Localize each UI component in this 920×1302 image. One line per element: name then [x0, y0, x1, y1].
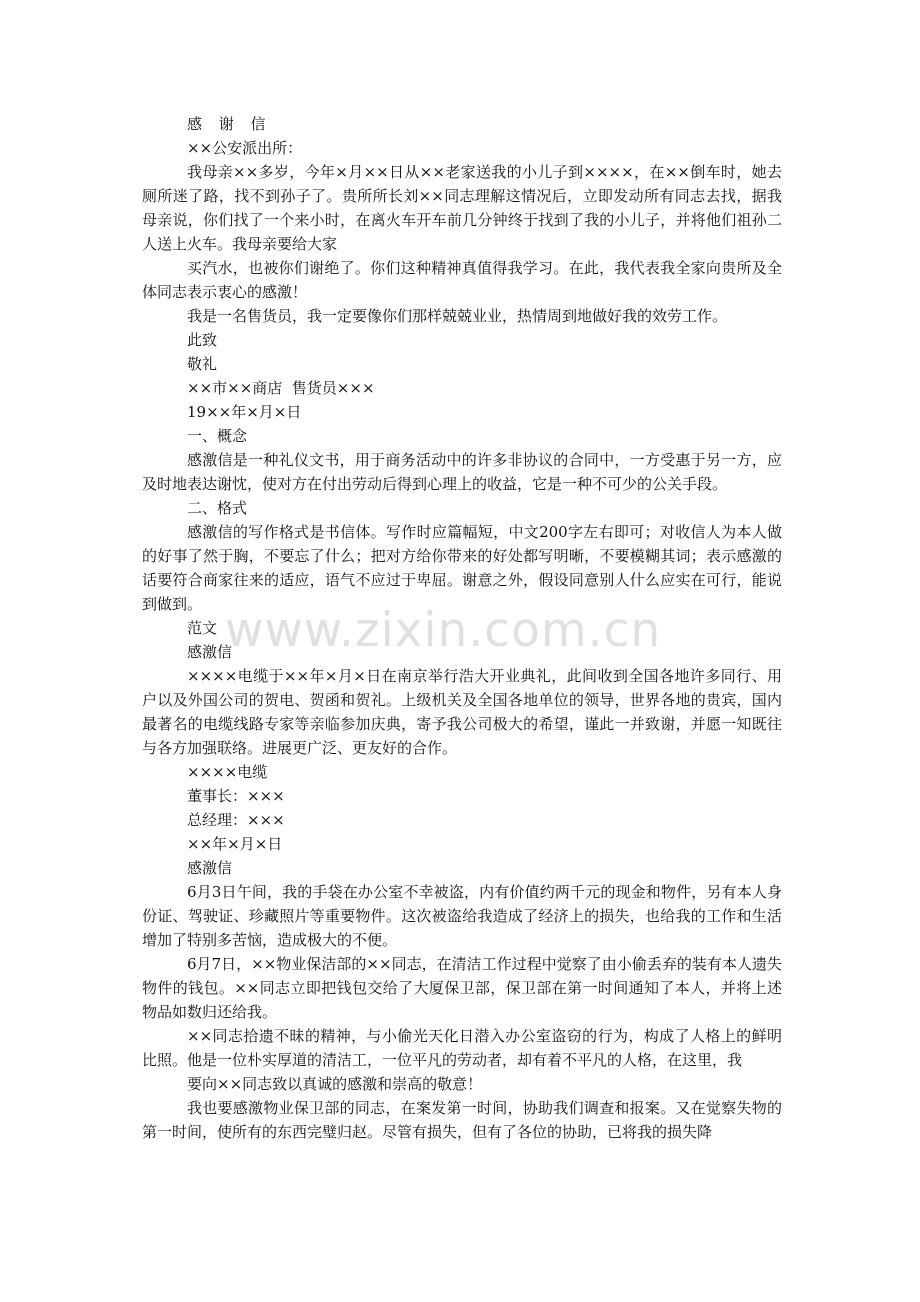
letter1-closing-1: 此致: [187, 331, 218, 349]
section2-heading: 二、格式: [187, 499, 248, 517]
document-page: [142, 112, 782, 1144]
letter1-closing-2: 敬礼: [187, 355, 218, 373]
letter1-paragraph-3: 我是一名售货员，我一定要像你们那样兢兢业业，热情周到地做好我的效劳工作。: [187, 307, 728, 325]
watermark: www.zixin.com.cn: [225, 603, 662, 658]
letter2-title: 感激信: [187, 643, 233, 661]
section2-paragraph: 感激信的写作格式是书信体。写作时应篇幅短，中文200字左右即可；对收信人为本人做的好事了然于胸，不要忘了什么；把对方给你带来的好处都写明晰，不要模糊其词；表示感激的话要符合商家往来的适应，语气不应过于卑屈。谢意之外，假设同意别人什么应实在可行，能说到做到。: [142, 523, 782, 613]
letter3-paragraph-2: 6月7日，××物业保洁部的××同志，在清洁工作过程中觉察了由小偷丢弃的装有本人遗失物件的钱包。××同志立即把钱包交给了大厦保卫部，保卫部在第一时间通知了本人，并将上述物品如数归还给我。: [142, 955, 782, 1021]
letter1-paragraph-2: 买汽水，也被你们谢绝了。你们这种精神真值得我学习。在此，我代表我全家向贵所及全体同志表示衷心的感激！: [142, 259, 782, 301]
letter3-title: 感激信: [187, 859, 233, 877]
sample-label: 范文: [187, 619, 218, 637]
letter1-paragraph-1: 我母亲××多岁，今年×月××日从××老家送我的小儿子到××××，在××倒车时，她去厕所迷了路，找不到孙子了。贵所所长刘××同志理解这情况后，立即发动所有同志去找，据我母亲说，你们找了一个来小时，在离火车开车前几分钟终于找到了我的小儿子，并将他们祖孙二人送上火车。我母亲要给大家: [142, 163, 782, 253]
section1-heading: 一、概念: [187, 427, 248, 445]
letter3-paragraph-4: 要向××同志致以真诚的感激和崇高的敬意！: [187, 1075, 483, 1093]
letter1-title: 感 谢 信: [187, 115, 272, 133]
letter3-paragraph-5: 我也要感激物业保卫部的同志，在案发第一时间，协助我们调查和报案。又在觉察失物的第一时间，使所有的东西完璧归赵。尽管有损失，但有了各位的协助，已将我的损失降: [142, 1099, 782, 1141]
section1-paragraph: 感激信是一种礼仪文书，用于商务活动中的许多非协议的合同中，一方受惠于另一方，应及时地表达谢忱，使对方在付出劳动后得到心理上的收益，它是一种不可少的公关手段。: [142, 451, 782, 493]
letter1-signature: ××市××商店 售货员×××: [187, 379, 375, 397]
letter2-date: ××年×月×日: [187, 835, 283, 853]
letter2-chairman: 董事长：×××: [187, 787, 285, 805]
letter1-salutation: ××公安派出所：: [187, 139, 303, 157]
letter2-manager: 总经理：×××: [187, 811, 285, 829]
letter2-company: ××××电缆: [187, 763, 268, 781]
letter1-date: 19××年×月×日: [187, 403, 302, 421]
letter3-paragraph-1: 6月3日午间，我的手袋在办公室不幸被盗，内有价值约两千元的现金和物件，另有本人身份证、驾驶证、珍藏照片等重要物件。这次被盗给我造成了经济上的损失，也给我的工作和生活增加了特别多苦恼，造成极大的不便。: [142, 883, 782, 949]
letter2-paragraph: ××××电缆于××年×月×日在南京举行浩大开业典礼，此间收到全国各地许多同行、用户以及外国公司的贺电、贺函和贺礼。上级机关及全国各地单位的领导，世界各地的贵宾，国内最著名的电缆线路专家等亲临参加庆典，寄予我公司极大的希望，谨此一并致谢，并愿一知既往与各方加强联络。进展更广泛、更友好的合作。: [142, 667, 782, 757]
letter3-paragraph-3: ××同志拾遗不昧的精神，与小偷光天化日潜入办公室盗窃的行为，构成了人格上的鲜明比照。他是一位朴实厚道的清洁工，一位平凡的劳动者，却有着不平凡的人格，在这里，我: [142, 1027, 782, 1069]
